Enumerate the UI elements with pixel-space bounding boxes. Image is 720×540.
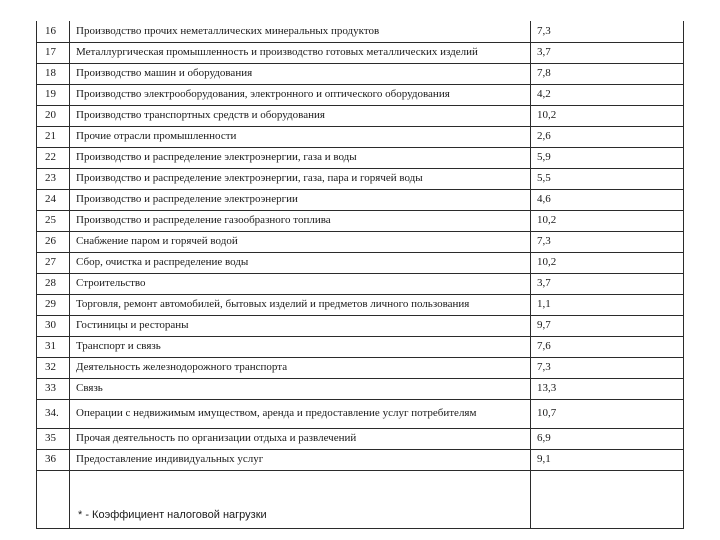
row-number: 17	[37, 42, 70, 63]
tax-coefficient: 3,7	[531, 273, 684, 294]
tax-coefficient: 4,2	[531, 84, 684, 105]
industry-name: Торговля, ремонт автомобилей, бытовых изделий и предметов личного пользования	[70, 294, 531, 315]
row-number: 20	[37, 105, 70, 126]
row-number: 29	[37, 294, 70, 315]
row-number: 27	[37, 252, 70, 273]
table-row	[37, 378, 684, 399]
tax-coefficient: 10,7	[531, 399, 684, 428]
table-row	[37, 168, 684, 189]
table-row	[37, 105, 684, 126]
row-number: 35	[37, 428, 70, 449]
tax-burden-table	[36, 21, 684, 529]
industry-name: Снабжение паром и горячей водой	[70, 231, 531, 252]
tax-coefficient: 9,7	[531, 315, 684, 336]
tax-coefficient: 3,7	[531, 42, 684, 63]
row-number: 31	[37, 336, 70, 357]
row-number: 28	[37, 273, 70, 294]
industry-name: Производство транспортных средств и оборудования	[70, 105, 531, 126]
tax-coefficient: 5,5	[531, 168, 684, 189]
table-row	[37, 399, 684, 428]
table-row	[37, 252, 684, 273]
table-row	[37, 189, 684, 210]
tax-coefficient: 5,9	[531, 147, 684, 168]
footnote-row	[37, 470, 684, 528]
table-row	[37, 63, 684, 84]
industry-name: Производство и распределение газообразного топлива	[70, 210, 531, 231]
row-number: 24	[37, 189, 70, 210]
tax-coefficient: 2,6	[531, 126, 684, 147]
row-number: 19	[37, 84, 70, 105]
row-number: 34.	[37, 399, 70, 428]
industry-name: Связь	[70, 378, 531, 399]
table-row	[37, 21, 684, 42]
tax-coefficient: 7,3	[531, 21, 684, 42]
tax-coefficient: 7,3	[531, 231, 684, 252]
tax-coefficient: 7,3	[531, 357, 684, 378]
row-number: 26	[37, 231, 70, 252]
tax-coefficient: 6,9	[531, 428, 684, 449]
row-number: 22	[37, 147, 70, 168]
tax-coefficient: 1,1	[531, 294, 684, 315]
row-number: 23	[37, 168, 70, 189]
industry-name: Производство и распределение электроэнергии, газа и воды	[70, 147, 531, 168]
industry-name: Производство машин и оборудования	[70, 63, 531, 84]
tax-coefficient: 4,6	[531, 189, 684, 210]
tax-coefficient: 10,2	[531, 252, 684, 273]
industry-name: Производство и распределение электроэнергии, газа, пара и горячей воды	[70, 168, 531, 189]
row-number: 18	[37, 63, 70, 84]
industry-name: Прочие отрасли промышленности	[70, 126, 531, 147]
industry-name: Прочая деятельность по организации отдыха и развлечений	[70, 428, 531, 449]
empty-cell	[37, 470, 70, 528]
table-row	[37, 126, 684, 147]
row-number: 36	[37, 449, 70, 470]
row-number: 33	[37, 378, 70, 399]
tax-coefficient: 7,6	[531, 336, 684, 357]
row-number: 25	[37, 210, 70, 231]
table-row	[37, 357, 684, 378]
industry-name: Строительство	[70, 273, 531, 294]
table-row	[37, 84, 684, 105]
table-row	[37, 315, 684, 336]
tax-coefficient: 10,2	[531, 105, 684, 126]
industry-name: Деятельность железнодорожного транспорта	[70, 357, 531, 378]
industry-name: Предоставление индивидуальных услуг	[70, 449, 531, 470]
table-row	[37, 42, 684, 63]
industry-name: Производство и распределение электроэнергии	[70, 189, 531, 210]
table-row	[37, 449, 684, 470]
table-row	[37, 336, 684, 357]
table-row	[37, 210, 684, 231]
industry-name: Гостиницы и рестораны	[70, 315, 531, 336]
tax-coefficient: 7,8	[531, 63, 684, 84]
tax-coefficient: 9,1	[531, 449, 684, 470]
industry-name: Металлургическая промышленность и производство готовых металлических изделий	[70, 42, 531, 63]
footnote: * - Коэффициент налоговой нагрузки	[70, 470, 531, 528]
industry-name: Сбор, очистка и распределение воды	[70, 252, 531, 273]
row-number: 32	[37, 357, 70, 378]
row-number: 30	[37, 315, 70, 336]
tax-coefficient: 10,2	[531, 210, 684, 231]
industry-name: Транспорт и связь	[70, 336, 531, 357]
table-row	[37, 231, 684, 252]
table-row	[37, 147, 684, 168]
table-row	[37, 428, 684, 449]
tax-coefficient: 13,3	[531, 378, 684, 399]
table-row	[37, 294, 684, 315]
industry-name: Производство электрооборудования, электронного и оптического оборудования	[70, 84, 531, 105]
row-number: 16	[37, 21, 70, 42]
row-number: 21	[37, 126, 70, 147]
table-row	[37, 273, 684, 294]
empty-cell	[531, 470, 684, 528]
industry-name: Производство прочих неметаллических минеральных продуктов	[70, 21, 531, 42]
industry-name: Операции с недвижимым имуществом, аренда и предоставление услуг потребителям	[70, 399, 531, 428]
